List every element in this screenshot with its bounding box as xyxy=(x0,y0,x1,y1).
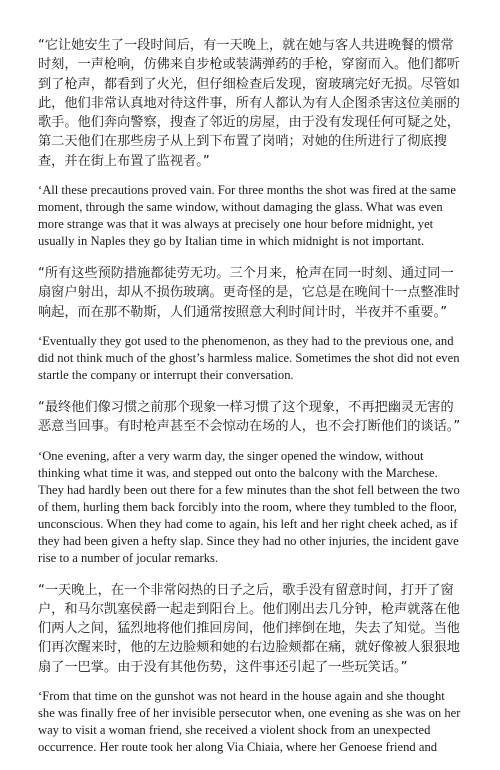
paragraph-zh: “所有这些预防措施都徒劳无功。三个月来，枪声在同一时刻、通过同一扇窗户射出，却从不损伤玻璃。更奇怪的是，它总是在晚间十一点整准时响起，而在那不勒斯，人们通常按照意大利时间计时，半夜并不重要。” xyxy=(38,266,460,320)
paragraph-en: ‘All these precautions proved vain. For three months the shot was fired at the same moment, through the same window, without damaging the glass. What was even more strange was that it was always at precisely one hour before midnight, yet usually in Naples they go by Italian time in which midnight is not important. xyxy=(38,183,456,249)
paragraph-zh: “它让她安生了一段时间后，有一天晚上，就在她与客人共进晚餐的惯常时刻，一声枪响，仿佛来自步枪或装满弹药的手枪，穿窗而入。他们都听到了枪声，都看到了火光，但仔细检查后发现，窗玻璃完好无损。尽管如此，他们非常认真地对待这件事，所有人都认为有人企图杀害这位美丽的歌手。他们奔向警察，搜查了邻近的房屋，由于没有发现任何可疑之处，第二天他们在那些房子从上到下布置了岗哨；对她的住所进行了彻底搜查，并在街上布置了监视者。” xyxy=(38,38,460,169)
paragraph-zh: “一天晚上，在一个非常闷热的日子之后，歌手没有留意时间，打开了窗户，和马尔凯塞侯爵一起走到阳台上。他们刚出去几分钟，枪声就落在他们两人之间，猛烈地将他们推回房间，他们摔倒在地，失去了知觉。当他们再次醒来时，他的左边脸颊和她的右边脸颊都在痛，就好像被人狠狠地扇了一巴掌。由于没有其他伤势，这件事还引起了一些玩笑话。” xyxy=(38,582,460,675)
paragraph-en: ‘Eventually they got used to the phenomenon, as they had to the previous one, and did not think much of the ghost’s harmless malice. Sometimes the shot did not even startle the company or interrupt their conversation. xyxy=(38,333,460,382)
document-page xyxy=(38,36,462,770)
paragraph-zh: “最终他们像习惯之前那个现象一样习惯了这个现象，不再把幽灵无害的恶意当回事。有时枪声甚至不会惊动在场的人，也不会打断他们的谈话。” xyxy=(38,399,461,435)
paragraph-en: ‘From that time on the gunshot was not heard in the house again and she thought she was finally free of her invisible persecutor when, one evening as she was on her way to visit a woman friend, she received a violent shock from an unexpected occurrence. Her route took her along Via Chiaia, where her Genoese friend and xyxy=(38,689,461,755)
paragraph-en: ‘One evening, after a very warm day, the singer opened the window, without thinking what time it was, and stepped out onto the balcony with the Marchese. They had hardly been out there for a few minutes than the shot fell between the two of them, hurling them back forcibly into the room, where they tumbled to the floor, unconscious. When they had come to again, his left and her right cheek ached, as if they had been given a hefty slap. Since they had no other injuries, the incident gave rise to a number of jocular remarks. xyxy=(38,448,460,565)
